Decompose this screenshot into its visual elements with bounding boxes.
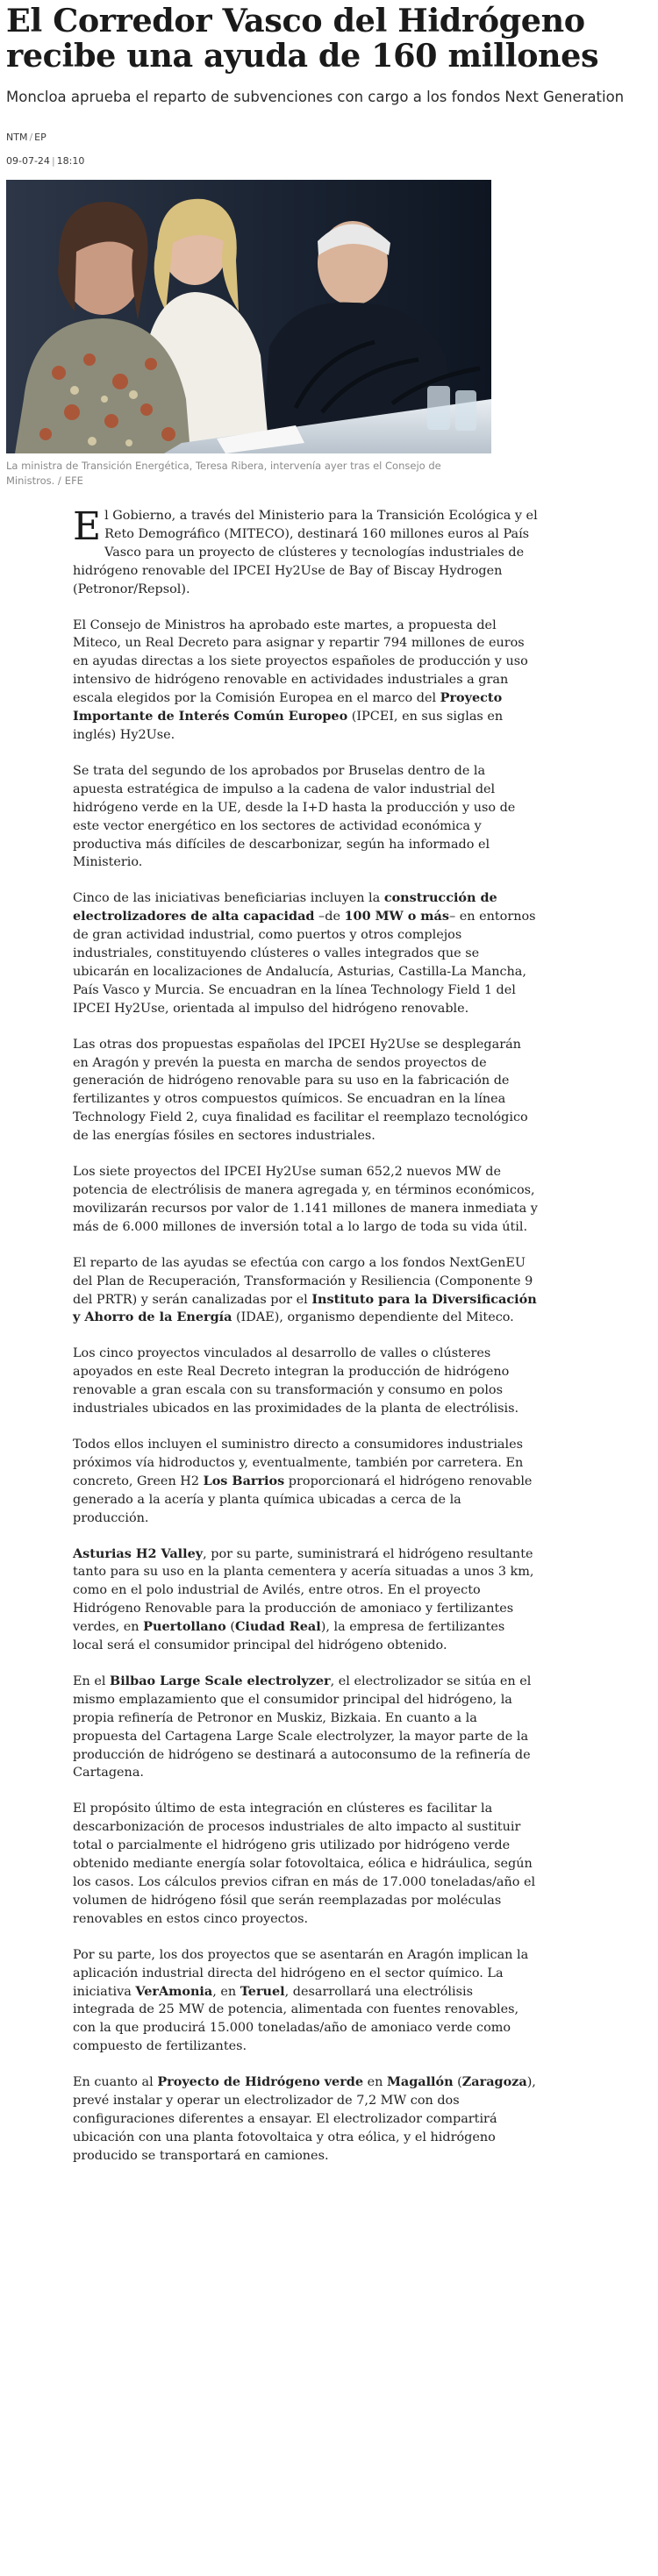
paragraph: Cinco de las iniciativas beneficiarias incluyen la construcción de electrolizadores de alta capacidad –de 100 MW o más– en entornos de gran actividad industrial, como puertos y otros complejos industriales, constituyendo clústeres o valles integrados que se ubicarán en localizaciones de Andalucía, Asturias, Castilla-La Mancha, País Vasco y Murcia. Se encuadran en la línea Technology Field 1 del IPCEI Hy2Use, orientada al impulso del hidrógeno renovable. xyxy=(73,890,536,1016)
article-body xyxy=(73,504,538,2183)
photo-illustration xyxy=(6,180,491,453)
author-name[interactable]: NTM xyxy=(6,132,28,143)
article-photo[interactable] xyxy=(6,180,491,453)
bold-phrase: construcción de electrolizadores de alta capacidad xyxy=(73,890,497,924)
bold-phrase: Proyecto de Hidrógeno verde xyxy=(157,2074,363,2090)
byline xyxy=(6,132,46,144)
paragraph: El propósito último de esta integración en clústeres es facilitar la descarbonización de procesos industriales de alto impacto al sustituir total o parcialmente el hidrógeno gris utilizado por hidrógeno verde obtenido mediante energía solar fotovoltaica, eólica e hidráulica, según los casos. Los cálculos previos cifran en más de 17.000 toneladas/año el volumen de hidrógeno fósil que serán reemplazadas por moléculas renovables en estos cinco proyectos. xyxy=(73,1802,536,1926)
bold-phrase: Bilbao Large Scale electrolyzer xyxy=(110,1673,331,1688)
paragraph: Los siete proyectos del IPCEI Hy2Use suman 652,2 nuevos MW de potencia de electrólisis de manera agregada y, en términos económicos, movilizarán recursos por valor de 1.141 millones de manera inmediata y más de 6.000 millones de inversión total a lo largo de toda su vida útil. xyxy=(73,1165,538,1234)
agency-name[interactable]: EP xyxy=(34,132,46,143)
bold-phrase: Ciudad Real xyxy=(234,1619,321,1635)
bold-phrase: Los Barrios xyxy=(203,1473,285,1488)
bold-phrase: Teruel xyxy=(240,1983,285,1999)
paragraph: El Consejo de Ministros ha aprobado este martes, a propuesta del Miteco, un Real Decreto para asignar y repartir 794 millones de euros en ayudas directas a los siete proyectos españoles de producción y uso intensivo de hidrógeno renovable en actividades industriales a gran escala elegidos por la Comisión Europea en el marco del Proyecto Importante de Interés Común Europeo (IPCEI, en sus siglas en inglés) Hy2Use. xyxy=(73,617,528,742)
publish-time: 18:10 xyxy=(56,155,85,167)
paragraph: Los cinco proyectos vinculados al desarrollo de valles o clústeres apoyados en este Real Decreto integran la producción de hidrógeno renovable a gran escala con su transformación y consumo en polos industriales ubicados en las proximidades de la planta de electrólisis. xyxy=(73,1346,519,1416)
bold-phrase: VerAmonia xyxy=(135,1983,213,1999)
datetime-separator: | xyxy=(51,155,55,167)
paragraph: El Gobierno, a través del Ministerio para la Transición Ecológica y el Reto Demográfico (MITECO), destinará 160 millones euros al País Vasco para un proyecto de clústeres y tecnologías industriales de hidrógeno renovable del IPCEI Hy2Use de Bay of Biscay Hydrogen (Petronor/Repsol). xyxy=(73,504,538,596)
byline-separator: / xyxy=(29,132,33,143)
drop-cap: E xyxy=(73,504,102,549)
bold-phrase: Zaragoza xyxy=(461,2074,527,2090)
paragraph: Todos ellos incluyen el suministro directo a consumidores industriales próximos vía hidroductos y, eventualmente, también por carretera. En concreto, Green H2 Los Barrios proporcionará el hidrógeno renovable generado a la acería y planta química ubicadas a cerca de la producción. xyxy=(73,1437,533,1525)
paragraph: Asturias H2 Valley, por su parte, suministrará el hidrógeno resultante tanto para su uso en la planta cementera y acería situadas a unos 3 km, como en el polo industrial de Avilés, entre otros. En el proyecto Hidrógeno Renovable para la producción de amoniaco y fertilizantes verdes, en Puertollano (Ciudad Real), la empresa de fertilizantes local será el consumidor principal del hidrógeno obtenido. xyxy=(73,1545,534,1653)
bold-phrase: Magallón xyxy=(386,2074,454,2090)
caption-text: La ministra de Transición Energética, Teresa Ribera, intervenía ayer tras el Consejo de Ministros. xyxy=(6,460,441,487)
paragraph: El reparto de las ayudas se efectúa con cargo a los fondos NextGenEU del Plan de Recuperación, Transformación y Resiliencia (Componente 9 del PRTR) y serán canalizadas por el Instituto para la Diversificación y Ahorro de la Energía (IDAE), organismo dependiente del Miteco. xyxy=(73,1255,537,1325)
paragraph: Por su parte, los dos proyectos que se asentarán en Aragón implican la aplicación industrial directa del hidrógeno en el sector químico. La iniciativa VerAmonia, en Teruel, desarrollará una electrólisis integrada de 25 MW de potencia, alimentada con fuentes renovables, con la que producirá 15.000 toneladas/año de amoniaco verde como compuesto de fertilizantes. xyxy=(73,1947,529,2054)
article-subtitle: Moncloa aprueba el reparto de subvenciones con cargo a los fondos Next Generation xyxy=(6,89,625,105)
bold-phrase: Puertollano xyxy=(143,1619,226,1635)
paragraph: En el Bilbao Large Scale electrolyzer, el electrolizador se sitúa en el mismo emplazamiento que el consumidor principal del hidrógeno, la propia refinería de Petronor en Muskiz, Bizkaia. En cuanto a la propuesta del Cartagena Large Scale electrolyzer, la mayor parte de la producción de hidrógeno se destinará a autoconsumo de la refinería de Cartagena. xyxy=(73,1673,532,1780)
bold-phrase: 100 MW o más xyxy=(344,909,449,924)
bold-phrase: Proyecto Importante de Interés Común Europeo xyxy=(73,690,503,724)
paragraph: Se trata del segundo de los aprobados por Bruselas dentro de la apuesta estratégica de impulso a la cadena de valor industrial del hidrógeno verde en la UE, desde la I+D hasta la producción y uso de este vector energético en los sectores de actividad económica y productiva más difíciles de descarbonizar, según ha informado el Ministerio. xyxy=(73,763,516,870)
photo-caption xyxy=(6,459,491,489)
bold-phrase: Asturias H2 Valley xyxy=(73,1545,204,1561)
photo-credit: EFE xyxy=(64,475,83,487)
publish-datetime xyxy=(6,155,84,168)
caption-separator: / xyxy=(57,475,61,487)
paragraph: En cuanto al Proyecto de Hidrógeno verde en Magallón (Zaragoza), prevé instalar y operar un electrolizador de 7,2 MW con dos configuraciones diferentes a ensayar. El electrolizador compartirá ubicación con una planta fotovoltaica y otra eólica, y el hidrógeno producido se transportará en camiones. xyxy=(73,2074,536,2163)
bold-phrase: Instituto para la Diversificación y Ahorro de la Energía xyxy=(73,1291,537,1325)
article-headline: El Corredor Vasco del Hidrógeno recibe una ayuda de 160 millones xyxy=(6,2,599,75)
paragraph: Las otras dos propuestas españolas del IPCEI Hy2Use se desplegarán en Aragón y prevén la puesta en marcha de sendos proyectos de generación de hidrógeno renovable para su uso en la fabricación de fertilizantes y otros compuestos químicos. Se encuadran en la línea Technology Field 2, cuya finalidad es facilitar el reemplazo tecnológico de las energías fósiles en sectores industriales. xyxy=(73,1037,528,1144)
publish-date: 09-07-24 xyxy=(6,155,50,167)
